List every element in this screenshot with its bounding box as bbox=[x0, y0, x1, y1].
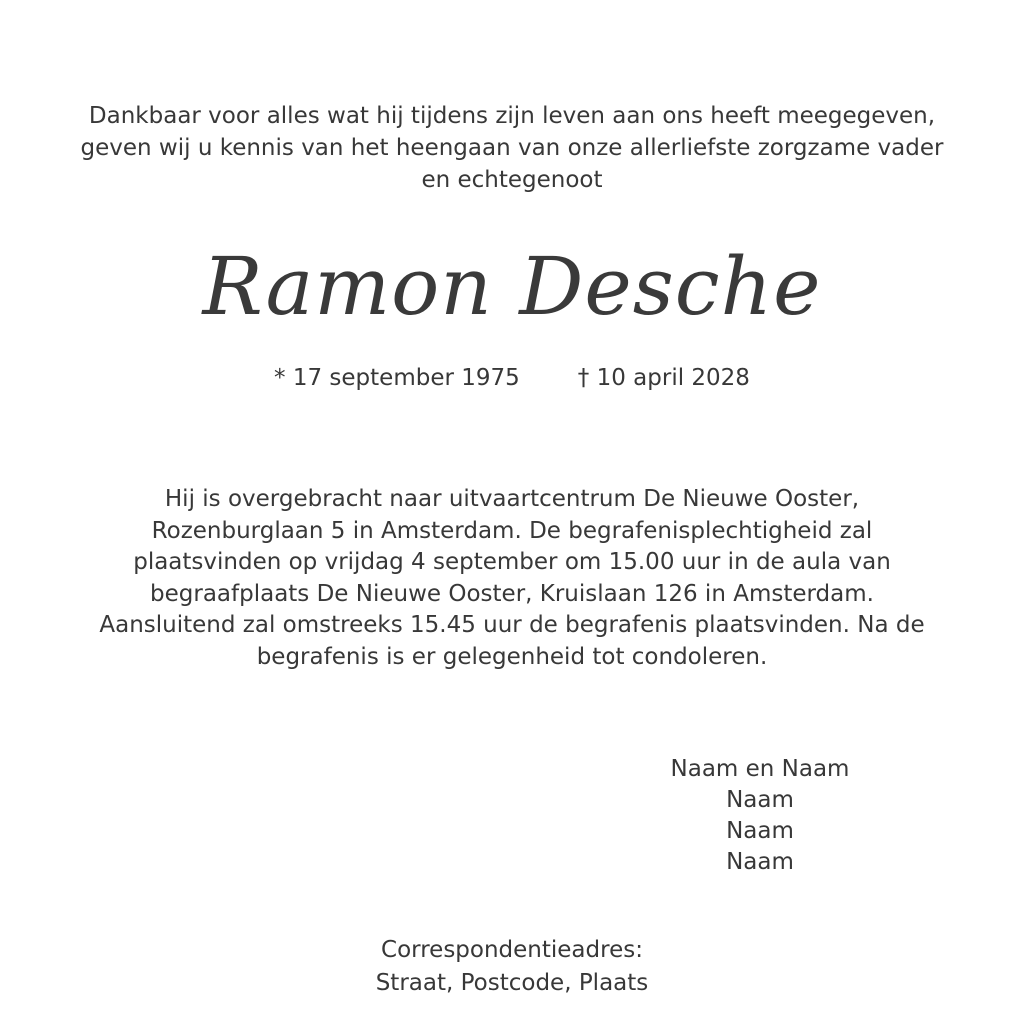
correspondence-block bbox=[312, 934, 712, 1000]
birth-date: * 17 september 1975 bbox=[274, 365, 520, 391]
intro-line: geven wij u kennis van het heengaan van onze allerliefste zorgzame vader bbox=[80, 135, 944, 161]
details-line: Rozenburglaan 5 in Amsterdam. De begrafenisplechtigheid zal bbox=[151, 517, 873, 544]
intro-text bbox=[40, 100, 984, 196]
correspondence-label: Correspondentieadres: bbox=[381, 937, 643, 963]
intro-line: en echtegenoot bbox=[421, 167, 603, 193]
deceased-name: Ramon Desche bbox=[202, 240, 822, 333]
signer-name: Naam bbox=[726, 787, 794, 813]
life-dates bbox=[0, 362, 1024, 394]
intro-line: Dankbaar voor alles wat hij tijdens zijn leven aan ons heeft meegegeven, bbox=[88, 103, 936, 129]
details-line: begrafenis is er gelegenheid tot condoleren. bbox=[256, 643, 768, 670]
correspondence-address: Straat, Postcode, Plaats bbox=[375, 970, 649, 996]
signer-name: Naam en Naam bbox=[670, 756, 850, 782]
signer-name: Naam bbox=[726, 849, 794, 875]
funeral-details bbox=[40, 484, 984, 673]
details-line: begraafplaats De Nieuwe Ooster, Kruislaan 126 in Amsterdam. bbox=[150, 580, 874, 607]
details-line: Aansluitend zal omstreeks 15.45 uur de begrafenis plaatsvinden. Na de bbox=[99, 612, 925, 638]
details-line: Hij is overgebracht naar uitvaartcentrum De Nieuwe Ooster, bbox=[164, 486, 860, 512]
signer-name: Naam bbox=[726, 818, 794, 844]
signers-list bbox=[600, 754, 920, 878]
details-line: plaatsvinden op vrijdag 4 september om 15.00 uur in de aula van bbox=[133, 549, 891, 575]
death-date: † 10 april 2028 bbox=[577, 365, 750, 391]
